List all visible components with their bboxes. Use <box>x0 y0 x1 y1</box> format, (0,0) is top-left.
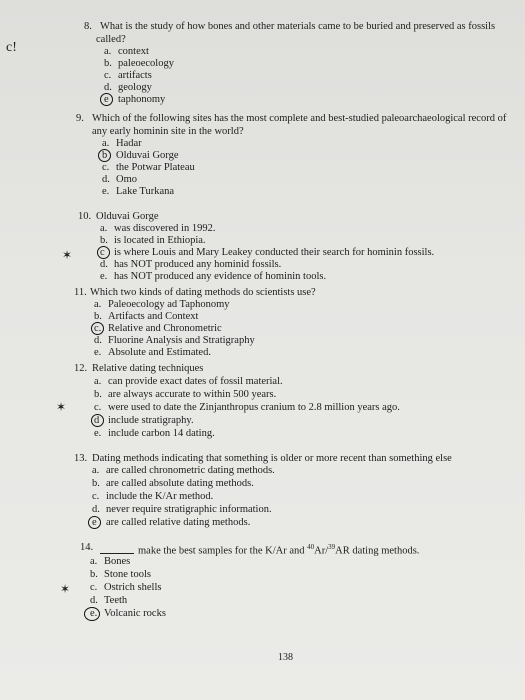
page-number: 138 <box>278 652 293 663</box>
question-text: any early hominin site in the world? <box>92 126 244 137</box>
option-c[interactable]: c. Relative and Chronometric <box>94 323 222 334</box>
option-a[interactable]: a. Bones <box>90 556 131 567</box>
margin-mark: c! <box>6 40 17 55</box>
answer-circle <box>100 93 113 106</box>
star-mark-icon: ✶ <box>62 248 73 262</box>
option-e[interactable]: e. has NOT produced any evidence of hominin tools. <box>100 271 327 282</box>
question-13 <box>74 452 514 532</box>
answer-circle <box>97 246 110 259</box>
option-b[interactable]: b. paleoecology <box>104 58 174 69</box>
star-mark-icon: ✶ <box>60 582 71 596</box>
question-text: Which two kinds of dating methods do scientists use? <box>90 287 316 298</box>
answer-circle <box>91 322 104 335</box>
question-text: called? <box>96 34 126 45</box>
option-b[interactable]: b. are always accurate to within 500 years. <box>94 389 277 400</box>
option-b[interactable]: b Olduvai Gorge <box>102 150 179 161</box>
option-d[interactable]: d. Omo <box>102 174 137 185</box>
option-b[interactable]: b. is located in Ethiopia. <box>100 235 206 246</box>
question-number: 12. <box>74 363 88 374</box>
option-c[interactable]: c. the Potwar Plateau <box>102 162 195 173</box>
option-c[interactable]: c. were used to date the Zinjanthropus cranium to 2.8 million years ago. <box>94 402 400 413</box>
option-b[interactable]: b. are called absolute dating methods. <box>92 478 254 489</box>
question-number: 14. <box>80 542 94 553</box>
question-14 <box>80 541 500 631</box>
question-8 <box>84 20 504 115</box>
option-c[interactable]: c. include the K/Ar method. <box>92 491 214 502</box>
option-a[interactable]: a. are called chronometric dating methods. <box>92 465 275 476</box>
question-9 <box>76 112 516 197</box>
question-text: Relative dating techniques <box>92 363 204 374</box>
answer-blank[interactable] <box>100 544 134 554</box>
answer-circle <box>88 516 101 529</box>
question-text: Olduvai Gorge <box>96 211 159 222</box>
question-number: 9. <box>76 113 84 124</box>
question-12 <box>74 362 504 440</box>
answer-circle <box>98 149 111 162</box>
question-text: Dating methods indicating that something is older or more recent than something else <box>92 453 452 464</box>
option-c[interactable]: c. artifacts <box>104 70 152 81</box>
question-10 <box>78 210 498 285</box>
question-text: make the best samples for the K/Ar and $^{40}$Ar/$^{39}$AR dating methods. <box>96 541 419 558</box>
option-d[interactable]: d include stratigraphy. <box>94 415 194 426</box>
option-d[interactable]: d. Fluorine Analysis and Stratigraphy <box>94 335 255 346</box>
option-e[interactable]: e are called relative dating methods. <box>92 517 251 528</box>
option-b[interactable]: b. Artifacts and Context <box>94 311 199 322</box>
question-number: 10. <box>78 211 92 222</box>
question-text: What is the study of how bones and other materials came to be buried and preserved as fossils <box>100 21 496 32</box>
option-b[interactable]: b. Stone tools <box>90 569 151 580</box>
option-e[interactable]: e taphonomy <box>104 94 166 105</box>
question-number: 11. <box>74 287 87 298</box>
option-e[interactable]: e. Absolute and Estimated. <box>94 347 211 358</box>
option-e[interactable]: e. Lake Turkana <box>102 186 175 197</box>
star-mark-icon: ✶ <box>56 400 67 414</box>
option-a[interactable]: a. can provide exact dates of fossil material. <box>94 376 283 387</box>
question-number: 8. <box>84 21 92 32</box>
option-a[interactable]: a. context <box>104 46 149 57</box>
option-c[interactable]: c is where Louis and Mary Leakey conducted their search for hominin fossils. <box>100 247 435 258</box>
option-e[interactable]: e. Volcanic rocks <box>90 608 166 619</box>
option-a[interactable]: a. was discovered in 1992. <box>100 223 216 234</box>
option-d[interactable]: d. geology <box>104 82 152 93</box>
question-number: 13. <box>74 453 88 464</box>
option-e[interactable]: e. include carbon 14 dating. <box>94 428 215 439</box>
option-d[interactable]: d. has NOT produced any hominid fossils. <box>100 259 282 270</box>
answer-circle <box>91 414 104 427</box>
option-a[interactable]: a. Hadar <box>102 138 142 149</box>
option-d[interactable]: d. never require stratigraphic information. <box>92 504 272 515</box>
option-c[interactable]: c. Ostrich shells <box>90 582 162 593</box>
option-d[interactable]: d. Teeth <box>90 595 128 606</box>
question-text: Which of the following sites has the most complete and best-studied paleoarchaeological record of <box>92 113 507 124</box>
answer-circle <box>84 607 100 621</box>
question-11 <box>74 286 494 361</box>
option-a[interactable]: a. Paleoecology ad Taphonomy <box>94 299 230 310</box>
